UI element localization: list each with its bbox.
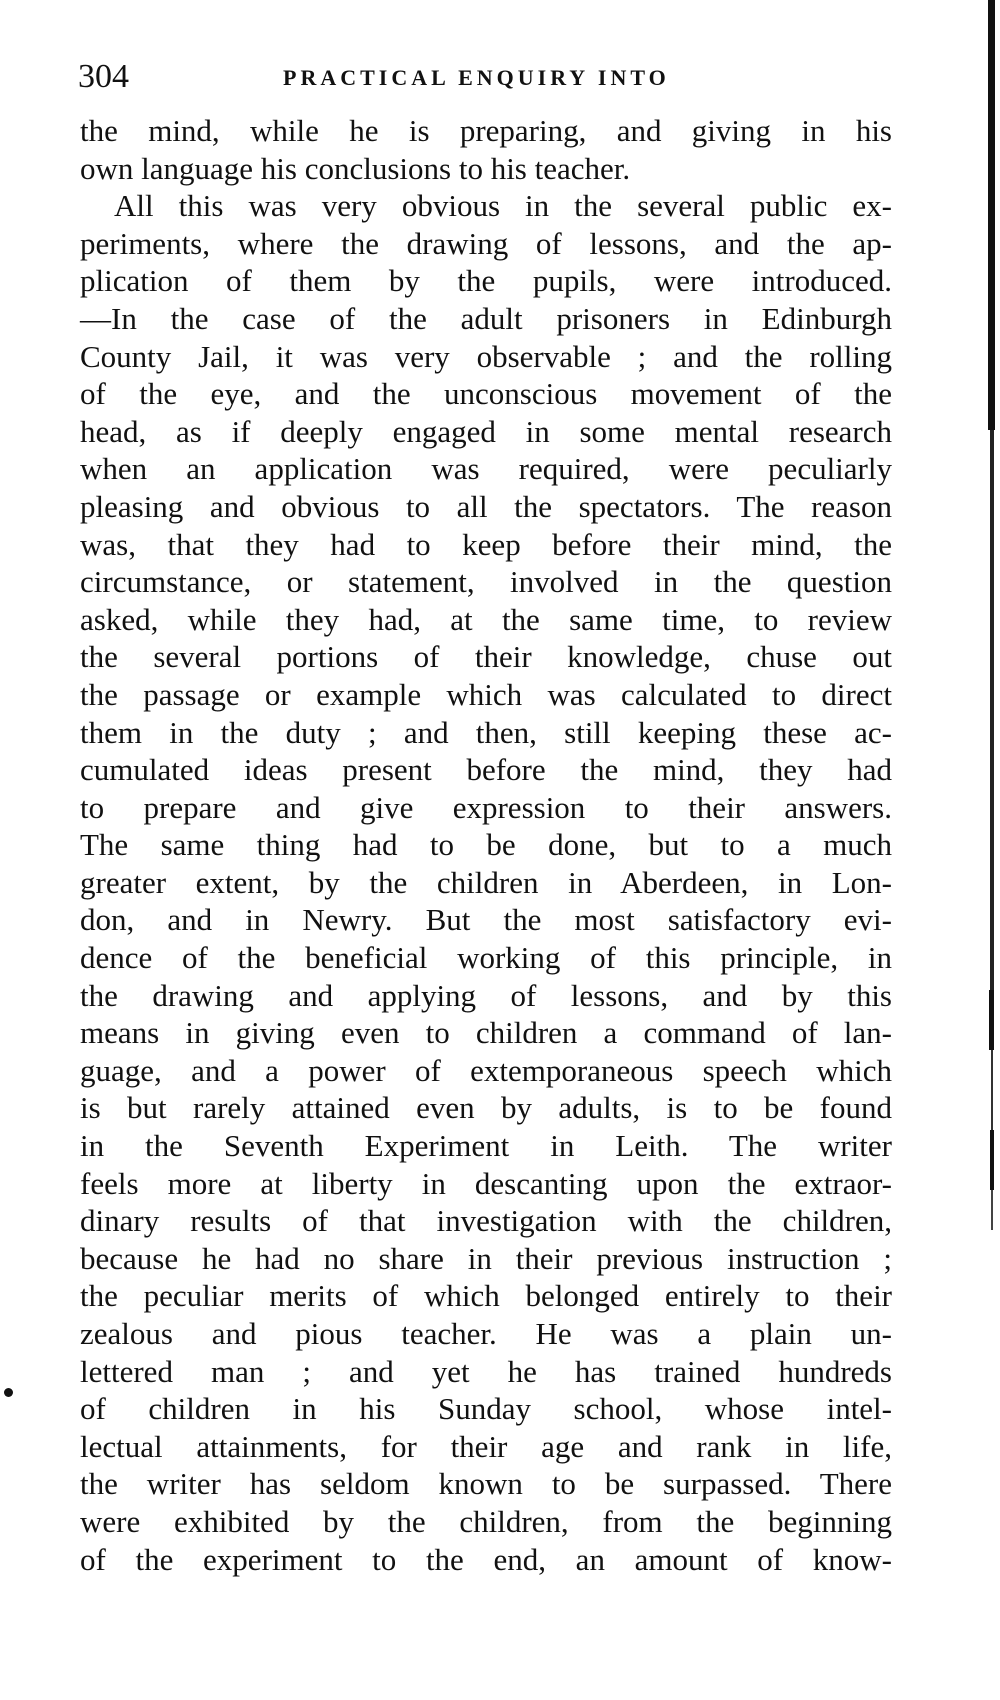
- text-line: The same thing had to be done, but to a much: [80, 827, 892, 863]
- text-line: plication of them by the pupils, were introduced.: [80, 263, 892, 299]
- page-edge-shadow: [978, 0, 1000, 1700]
- text-line: County Jail, it was very observable ; and the rolling: [80, 338, 892, 374]
- text-line: of the experiment to the end, an amount of know-: [80, 1541, 892, 1577]
- running-title: PRACTICAL ENQUIRY INTO: [283, 65, 670, 90]
- text-line: the mind, while he is preparing, and giving in his: [80, 113, 892, 148]
- text-line: lettered man ; and yet he has trained hundreds: [80, 1353, 892, 1389]
- text-line: the drawing and applying of lessons, and by this: [80, 977, 892, 1013]
- text-line: the peculiar merits of which belonged entirely to their: [80, 1278, 892, 1314]
- text-line: of children in his Sunday school, whose intel-: [80, 1391, 892, 1427]
- margin-dot-mark: [4, 1388, 13, 1397]
- text-line: because he had no share in their previous instruction ;: [80, 1240, 892, 1276]
- text-line: to prepare and give expression to their answers.: [80, 789, 892, 825]
- text-line: zealous and pious teacher. He was a plain un-: [80, 1316, 892, 1351]
- text-line: feels more at liberty in descanting upon the extraor-: [80, 1165, 892, 1201]
- text-line: them in the duty ; and then, still keeping these ac-: [80, 714, 892, 750]
- text-line: was, that they had to keep before their mind, the: [80, 526, 892, 562]
- text-line: means in giving even to children a command of lan-: [80, 1015, 892, 1051]
- text-line: were exhibited by the children, from the beginning: [80, 1503, 892, 1539]
- text-line: lectual attainments, for their age and rank in life,: [80, 1428, 892, 1464]
- text-line: dence of the beneficial working of this principle, in: [80, 940, 892, 976]
- text-line: greater extent, by the children in Aberdeen, in Lon-: [80, 864, 892, 900]
- text-line: the writer has seldom known to be surpassed. There: [80, 1466, 892, 1502]
- text-line: in the Seventh Experiment in Leith. The writer: [80, 1128, 892, 1164]
- text-line: is but rarely attained even by adults, is to be found: [80, 1090, 892, 1126]
- running-head: [78, 52, 898, 102]
- text-line: don, and in Newry. But the most satisfactory evi-: [80, 902, 892, 938]
- page-number: 304: [78, 58, 129, 95]
- text-line: the passage or example which was calculated to direct: [80, 676, 892, 712]
- text-line: All this was very obvious in the several public ex-: [114, 188, 892, 224]
- text-line: pleasing and obvious to all the spectators. The reason: [80, 488, 892, 524]
- text-line: periments, where the drawing of lessons, and the ap-: [80, 225, 892, 261]
- text-line: guage, and a power of extemporaneous speech which: [80, 1052, 892, 1088]
- text-line: —In the case of the adult prisoners in Edinburgh: [80, 300, 892, 336]
- text-line: when an application was required, were peculiarly: [80, 451, 892, 487]
- text-line: dinary results of that investigation with the children,: [80, 1203, 892, 1239]
- text-line: cumulated ideas present before the mind, they had: [80, 752, 892, 788]
- body-text: [80, 112, 892, 1578]
- text-line: asked, while they had, at the same time, to review: [80, 601, 892, 637]
- text-line: head, as if deeply engaged in some mental research: [80, 413, 892, 449]
- text-line: own language his conclusions to his teacher.: [80, 150, 631, 186]
- text-line: of the eye, and the unconscious movement of the: [80, 376, 892, 412]
- text-line: circumstance, or statement, involved in the question: [80, 564, 892, 600]
- text-line: the several portions of their knowledge, chuse out: [80, 639, 892, 675]
